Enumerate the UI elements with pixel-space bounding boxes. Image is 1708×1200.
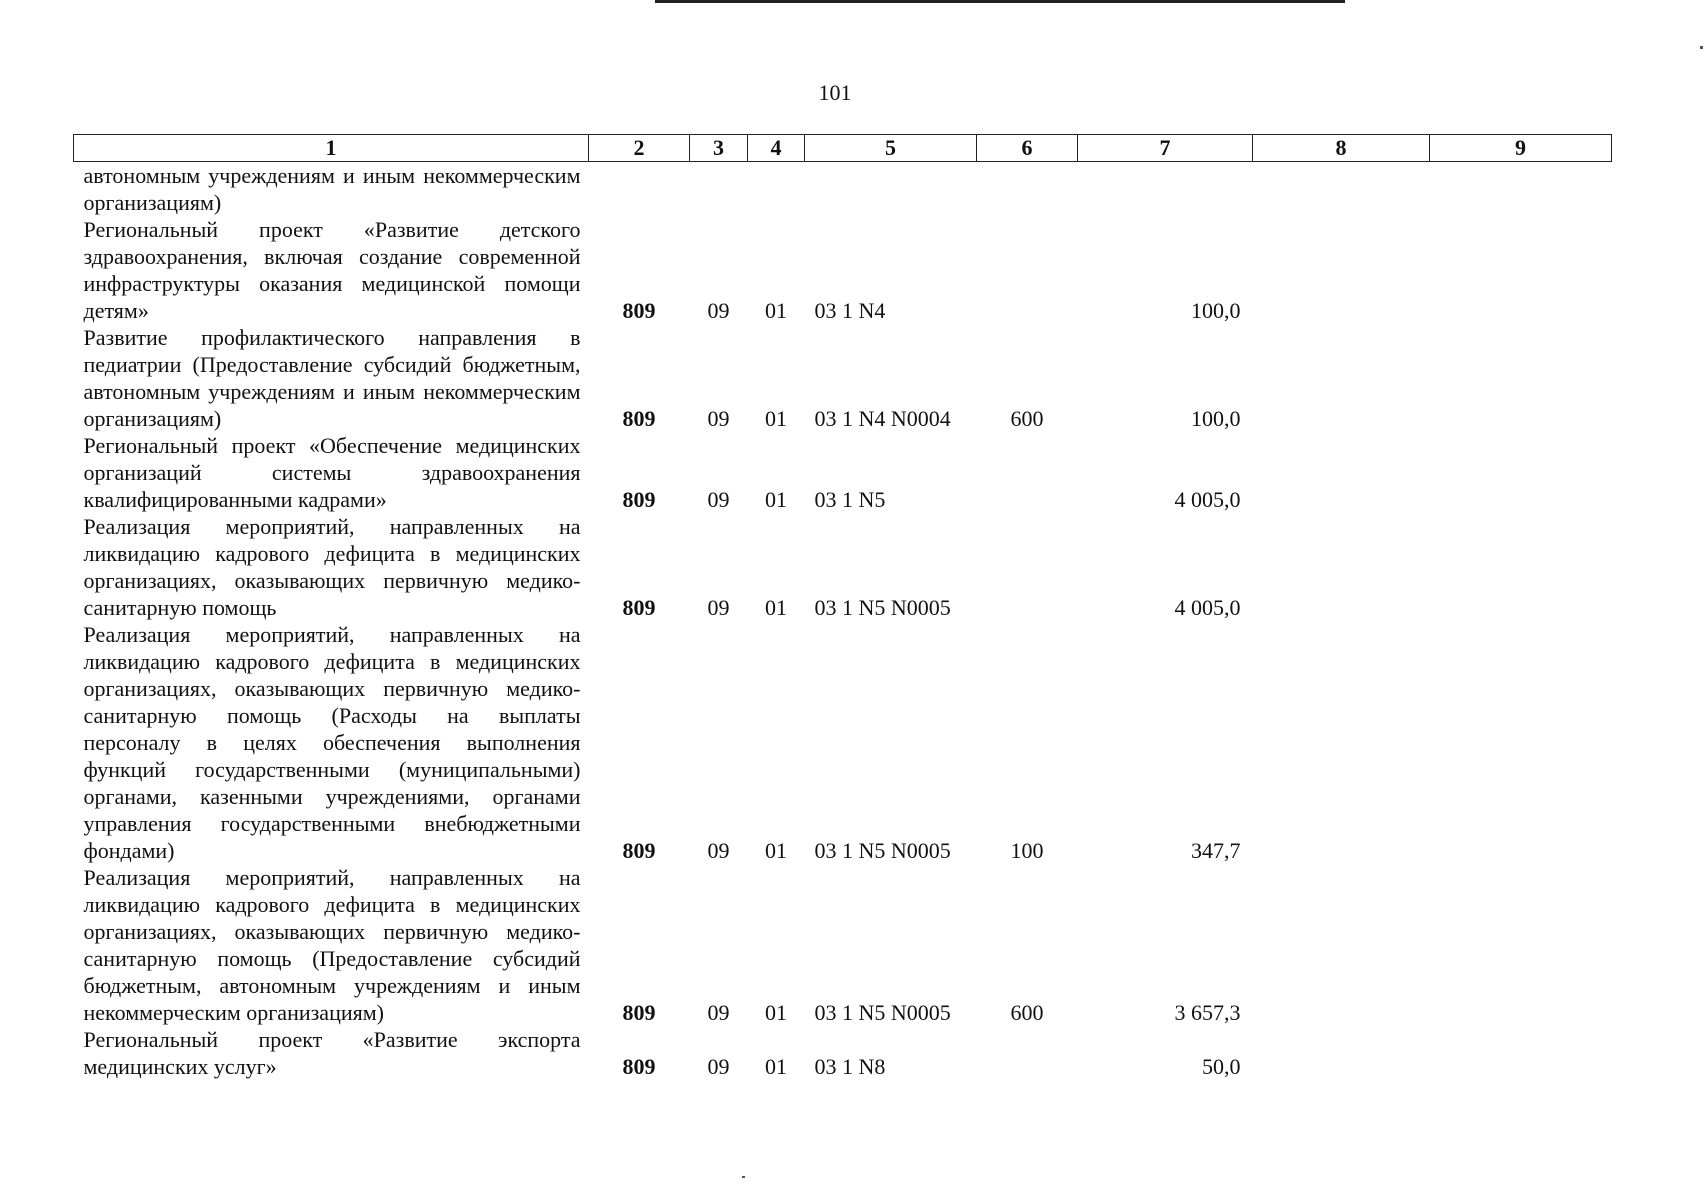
row-col-9 [1430, 621, 1612, 864]
header-col-7: 7 [1078, 135, 1253, 162]
row-name: Реализация мероприятий, направленных на ликвидацию кадрового дефицита в медицинских организациях, оказывающих первичную медико-санитарную помощь (Расходы на выплаты персоналу в целях обеспечения выполнения функций государственными (муниципальными) органами, казенными учреждениями, органами управления государственными внебюджетными фондами) [83, 622, 581, 863]
row-name: Реализация мероприятий, направленных на ликвидацию кадрового дефицита в медицинских организациях, оказывающих первичную медико-санитарную помощь [83, 514, 581, 620]
row-target-article: 03 1 N4 N0004 [814, 406, 951, 431]
row-expense-type [977, 1026, 1078, 1080]
row-section [690, 162, 748, 217]
row-grbs: 809 [622, 487, 656, 512]
table-row [74, 621, 1612, 864]
row-grbs: 809 [622, 838, 656, 863]
row-grbs: 809 [622, 406, 656, 431]
table-row [74, 432, 1612, 513]
row-section: 09 [707, 1054, 730, 1079]
scan-edge-mark [1700, 46, 1703, 49]
row-grbs: 809 [622, 1000, 656, 1025]
row-col-8 [1253, 324, 1430, 432]
row-subsection: 01 [765, 595, 787, 620]
table-row [74, 1026, 1612, 1080]
header-col-8: 8 [1253, 135, 1430, 162]
header-row [74, 135, 1612, 162]
header-col-4: 4 [748, 135, 805, 162]
header-col-9: 9 [1430, 135, 1612, 162]
table-row [74, 324, 1612, 432]
row-target-article: 03 1 N4 [814, 298, 886, 323]
row-expense-type [977, 216, 1078, 324]
row-section: 09 [707, 1000, 730, 1025]
table-row [74, 162, 1612, 217]
row-col-9 [1430, 513, 1612, 621]
page-number: 101 [818, 80, 852, 105]
row-col-9 [1430, 432, 1612, 513]
row-col-8 [1253, 216, 1430, 324]
row-grbs: 809 [622, 595, 656, 620]
row-col-8 [1253, 621, 1430, 864]
row-subsection: 01 [765, 1000, 787, 1025]
row-section: 09 [707, 595, 730, 620]
row-col-9 [1430, 162, 1612, 217]
row-amount: 100,0 [1191, 298, 1241, 323]
row-name: Региональный проект «Обеспечение медицинских организаций системы здравоохранения квалифицированными кадрами» [83, 433, 581, 512]
row-subsection [748, 162, 805, 217]
row-target-article: 03 1 N8 [814, 1054, 886, 1079]
scan-speck [742, 1176, 745, 1178]
row-target-article: 03 1 N5 N0005 [814, 1000, 951, 1025]
row-section: 09 [707, 838, 730, 863]
row-name: Развитие профилактического направления в педиатрии (Предоставление субсидий бюджетным, автономным учреждениям и иным некоммерческим организациям) [83, 325, 581, 431]
row-grbs [589, 162, 690, 217]
header-col-5: 5 [805, 135, 977, 162]
row-expense-type [977, 513, 1078, 621]
row-subsection: 01 [765, 406, 787, 431]
row-expense-type [977, 162, 1078, 217]
row-target-article: 03 1 N5 N0005 [814, 838, 951, 863]
row-grbs: 809 [622, 298, 656, 323]
row-amount: 100,0 [1191, 406, 1241, 431]
top-rule [655, 0, 1345, 3]
row-section: 09 [707, 298, 730, 323]
row-amount: 3 657,3 [1174, 1000, 1241, 1025]
row-expense-type: 600 [1010, 406, 1044, 431]
row-target-article: 03 1 N5 N0005 [814, 595, 951, 620]
row-col-8 [1253, 432, 1430, 513]
row-section: 09 [707, 406, 730, 431]
row-amount: 347,7 [1191, 838, 1241, 863]
row-name: автономным учреждениям и иным некоммерческим организациям) [83, 163, 581, 215]
header-col-6: 6 [977, 135, 1078, 162]
row-amount: 4 005,0 [1174, 595, 1241, 620]
table-row [74, 216, 1612, 324]
table-row [74, 864, 1612, 1026]
row-subsection: 01 [765, 487, 787, 512]
budget-table [73, 134, 1612, 1080]
row-target-article: 03 1 N5 [814, 487, 886, 512]
table-body [74, 162, 1612, 1081]
row-col-9 [1430, 1026, 1612, 1080]
row-col-9 [1430, 324, 1612, 432]
row-expense-type [977, 432, 1078, 513]
row-expense-type: 600 [1010, 1000, 1044, 1025]
row-col-9 [1430, 864, 1612, 1026]
header-col-2: 2 [589, 135, 690, 162]
row-target-article [805, 162, 977, 217]
row-grbs: 809 [622, 1054, 656, 1079]
row-col-8 [1253, 864, 1430, 1026]
row-subsection: 01 [765, 298, 787, 323]
row-expense-type: 100 [1010, 838, 1044, 863]
row-name: Региональный проект «Развитие детского здравоохранения, включая создание современной инфраструктуры оказания медицинской помощи детям» [83, 217, 581, 323]
row-col-8 [1253, 162, 1430, 217]
header-col-3: 3 [690, 135, 748, 162]
row-subsection: 01 [765, 1054, 787, 1079]
row-amount [1078, 162, 1253, 217]
row-section: 09 [707, 487, 730, 512]
row-amount: 4 005,0 [1174, 487, 1241, 512]
table-header [74, 135, 1612, 162]
row-amount: 50,0 [1202, 1054, 1241, 1079]
row-subsection: 01 [765, 838, 787, 863]
row-name: Реализация мероприятий, направленных на ликвидацию кадрового дефицита в медицинских организациях, оказывающих первичную медико-санитарную помощь (Предоставление субсидий бюджетным, автономным учреждениям и иным некоммерческим организациям) [83, 865, 581, 1025]
row-name: Региональный проект «Развитие экспорта медицинских услуг» [83, 1027, 581, 1079]
row-col-8 [1253, 513, 1430, 621]
table-row [74, 513, 1612, 621]
row-col-8 [1253, 1026, 1430, 1080]
header-col-1: 1 [74, 135, 589, 162]
row-col-9 [1430, 216, 1612, 324]
